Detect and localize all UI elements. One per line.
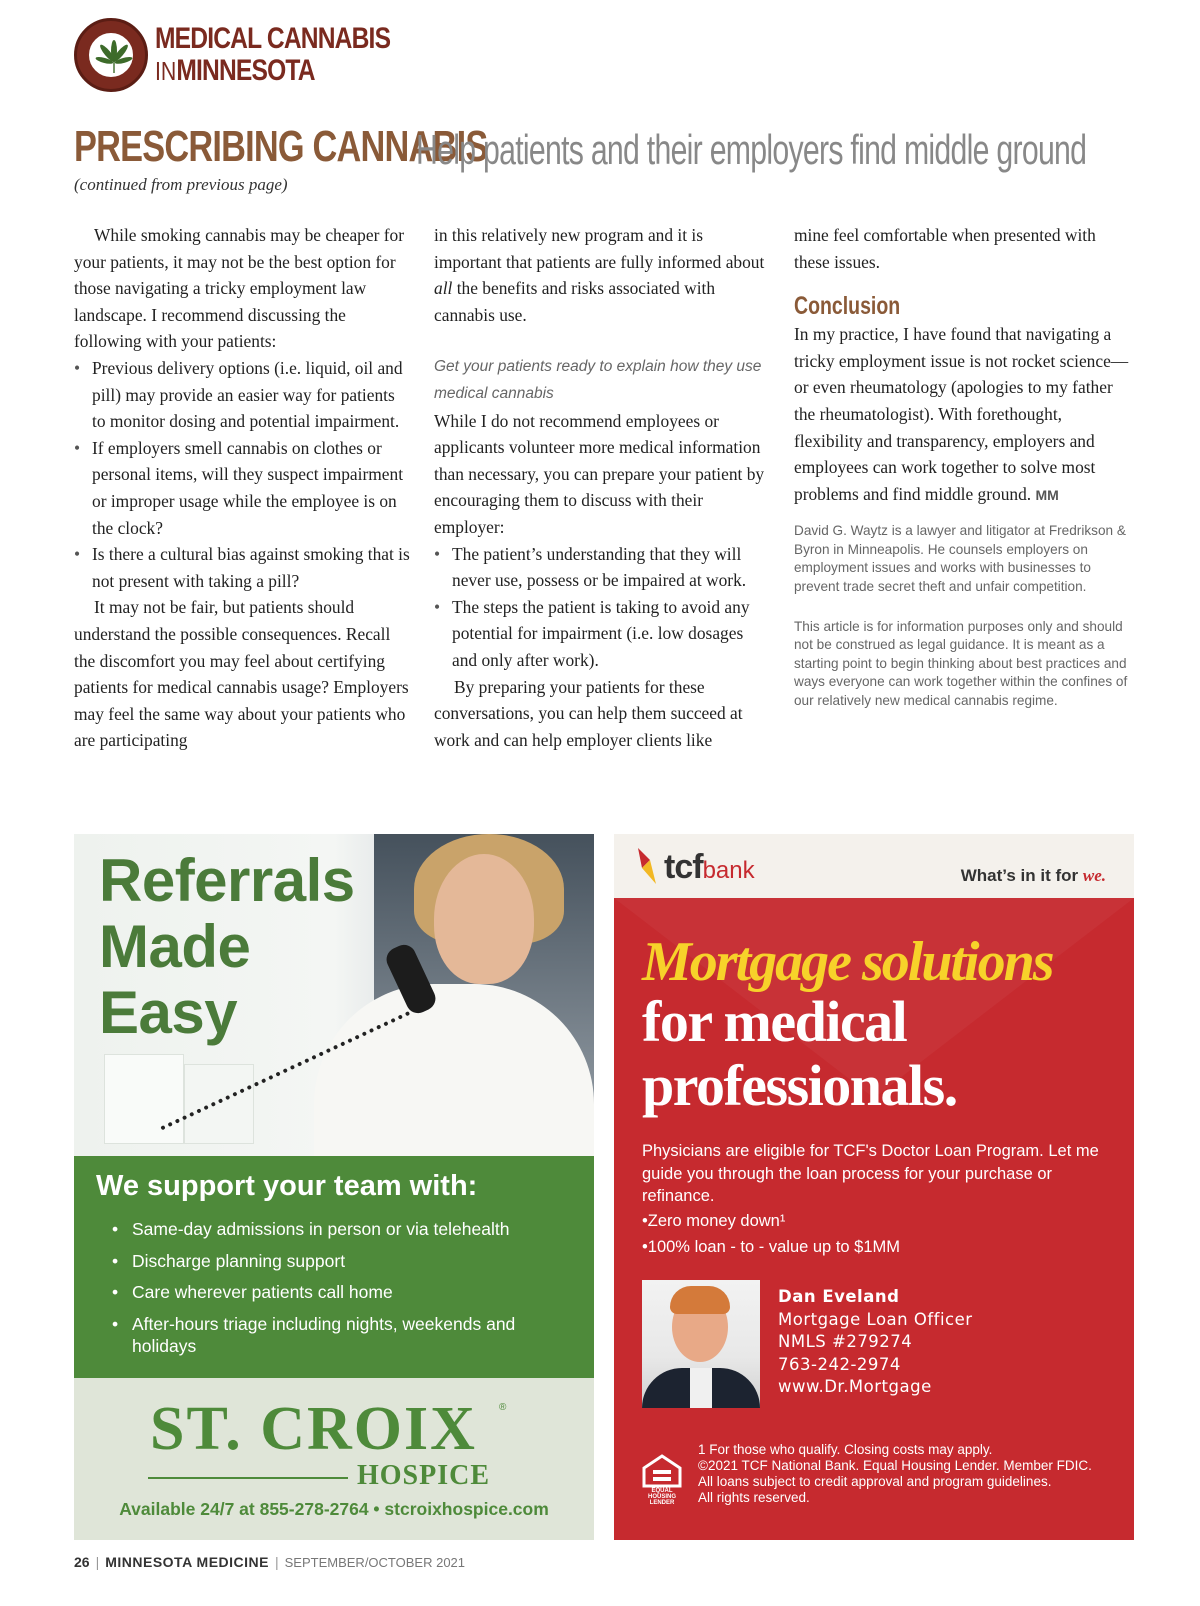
article-title: [74, 122, 1087, 173]
subheading: Get your patients ready to explain how they use medical cannabis: [434, 358, 762, 402]
loan-officer-photo: [642, 1280, 760, 1408]
paragraph: By preparing your patients for these conversations, you can help them succeed at work and can help employer clients like: [434, 676, 743, 750]
issue-date: SEPTEMBER/OCTOBER 2021: [284, 1555, 466, 1570]
stcroix-logo: ST. CROIX: [150, 1395, 477, 1463]
page-footer: 26 | MINNESOTA MEDICINE | SEPTEMBER/OCTOBER 2021: [74, 1554, 466, 1570]
contact-website[interactable]: www.Dr.Mortgage: [778, 1377, 932, 1396]
ehl-label: EQUAL HOUSING LENDER: [647, 1488, 676, 1506]
article-column-2: [434, 222, 770, 753]
logo-state: MINNESOTA: [176, 54, 315, 87]
ad-headline: [99, 848, 355, 1046]
logo-rule: [148, 1477, 348, 1479]
tagline-we: we.: [1082, 866, 1106, 885]
list-item: • After-hours triage including nights, weekends and holidays: [112, 1313, 552, 1358]
logo-title: MEDICAL CANNABIS: [155, 22, 391, 55]
title-main: PRESCRIBING CANNABIS: [74, 122, 488, 171]
continued-note: (continued from previous page): [74, 175, 288, 194]
bank-wordmark: bank: [702, 857, 755, 884]
ad-body: Physicians are eligible for TCF's Doctor Loan Program. Let me guide you through the loan process for your purchase or refinance.: [642, 1142, 1099, 1205]
contact-phone[interactable]: 763-242-2974: [778, 1354, 901, 1374]
fine-print-line: 1 For those who qualify. Closing costs may apply.: [698, 1442, 993, 1457]
tcf-wordmark: tcf: [664, 848, 703, 886]
publication-name: MINNESOTA MEDICINE: [105, 1554, 269, 1570]
paragraph: It may not be fair, but patients should understand the possible consequences. Recall the discomfort you may feel about certifying patients for medical cannabis usage? Employers may feel the same way about your patients who are participating: [74, 597, 409, 751]
list-item: • Zero money down¹: [642, 1208, 900, 1234]
logo-subtitle: [155, 54, 315, 88]
fine-print-line: ©2021 TCF National Bank. Equal Housing Lender. Member FDIC.: [698, 1458, 1092, 1473]
list-item: • The patient’s understanding that they will never use, possess or be impaired at work.: [434, 541, 770, 594]
text-run: In my practice, I have found that navigating a tricky employment issue is not rocket science—or even rheumatology (apologies to my father the rheumatologist). With forethought, flexibility and transparency, employers and employees can work together to solve most problems and find middle ground.: [794, 324, 1129, 504]
paragraph: [794, 321, 1134, 508]
support-panel: [74, 1156, 594, 1378]
tcf-tagline: [961, 866, 1106, 886]
ad-bullets: [642, 1208, 900, 1260]
availability-link[interactable]: Available 24/7 at 855-278-2764 • stcroixhospice.com: [119, 1499, 549, 1519]
tagline-text: What’s in it for: [960, 866, 1083, 885]
cannabis-leaf-icon: [95, 39, 133, 77]
paragraph: While I do not recommend employees or applicants volunteer more medical information than necessary, you can prepare your patient by encouraging them to discuss with their employer:: [434, 410, 765, 537]
ad-headline-yellow: Mortgage solutions: [642, 931, 1053, 993]
headline-line: Referrals: [99, 847, 355, 914]
title-subtitle: Help patients and their employers find middle ground: [416, 126, 1087, 173]
paragraph: mine feel comfortable when presented with these issues.: [794, 225, 1096, 272]
list-item: • Is there a cultural bias against smoking that is not present with taking a pill?: [74, 541, 410, 594]
contact-nmls: NMLS #279274: [778, 1332, 913, 1351]
text-run: in this relatively new program and it is important that patients are fully informed about: [434, 225, 765, 272]
contact-title: Mortgage Loan Officer: [778, 1309, 973, 1329]
publication-logo: [74, 18, 391, 94]
section-heading: Conclusion: [794, 292, 901, 321]
fine-print-line: All loans subject to credit approval and program guidelines.: [698, 1474, 1052, 1489]
emphasis: all: [434, 278, 453, 299]
paragraph: While smoking cannabis may be cheaper for your patients, it may not be the best option for those navigating a tricky employment law landscape. I recommend discussing the following with your patients:: [74, 225, 405, 352]
list-item: • If employers smell cannabis on clothes or personal items, will they suspect impairment or improper usage while the employee is on the clock?: [74, 435, 410, 541]
headline-line: Easy: [99, 979, 238, 1046]
text-run: the benefits and risks associated with cannabis use.: [434, 278, 716, 325]
author-bio: David G. Waytz is a lawyer and litigator at Fredrikson & Byron in Minneapolis. He counsels employers on employment issues and works with businesses to prevent trade secret theft and unfair competition.: [794, 523, 1126, 594]
fine-print-line: All rights reserved.: [698, 1490, 810, 1505]
contact-name: Dan Eveland: [778, 1287, 900, 1306]
headline-line: Made: [99, 913, 251, 980]
contact-block: [778, 1286, 973, 1399]
list-item: • 100% loan - to - value up to $1MM: [642, 1234, 900, 1260]
bullet-list: [74, 355, 410, 594]
list-item: • The steps the patient is taking to avoid any potential for impairment (i.e. low dosages and only after work).: [434, 594, 770, 674]
headline-line: for medical: [642, 989, 907, 1054]
article-column-1: [74, 222, 410, 754]
tcf-logo-mark-icon: [636, 846, 662, 886]
list-item: • Discharge planning support: [112, 1250, 552, 1273]
article-column-3: [794, 222, 1134, 710]
list-item: • Same-day admissions in person or via telehealth: [112, 1218, 552, 1241]
tcf-bank-ad[interactable]: [614, 834, 1134, 1540]
logo-in: IN: [155, 56, 177, 86]
tcf-header-bar: [614, 834, 1134, 898]
tcf-logo: [664, 848, 755, 887]
stcroix-logo-sub: HOSPICE: [357, 1460, 491, 1491]
logo-seal: [74, 18, 148, 92]
stcroix-hospice-ad[interactable]: [74, 834, 594, 1540]
ad-headline-white: [642, 990, 957, 1118]
bullet-list: [434, 541, 770, 674]
list-item: • Previous delivery options (i.e. liquid, oil and pill) may provide an easier way for patients to monitor dosing and potential impairment.: [74, 355, 410, 435]
end-mark: MM: [1035, 486, 1059, 503]
support-heading: We support your team with:: [96, 1170, 478, 1202]
disclaimer: This article is for information purposes only and should not be construed as legal guidance. It is meant as a starting point to begin thinking about best practices and ways everyone can work together within the confines of our relatively new medical cannabis regime.: [794, 618, 1128, 708]
headline-line: professionals.: [642, 1053, 957, 1118]
registered-mark: ®: [499, 1402, 507, 1413]
list-item: • Care wherever patients call home: [112, 1281, 552, 1304]
page-number: 26: [74, 1554, 90, 1570]
support-list: [112, 1218, 552, 1367]
fine-print: [698, 1442, 1118, 1506]
paragraph: [434, 222, 770, 328]
